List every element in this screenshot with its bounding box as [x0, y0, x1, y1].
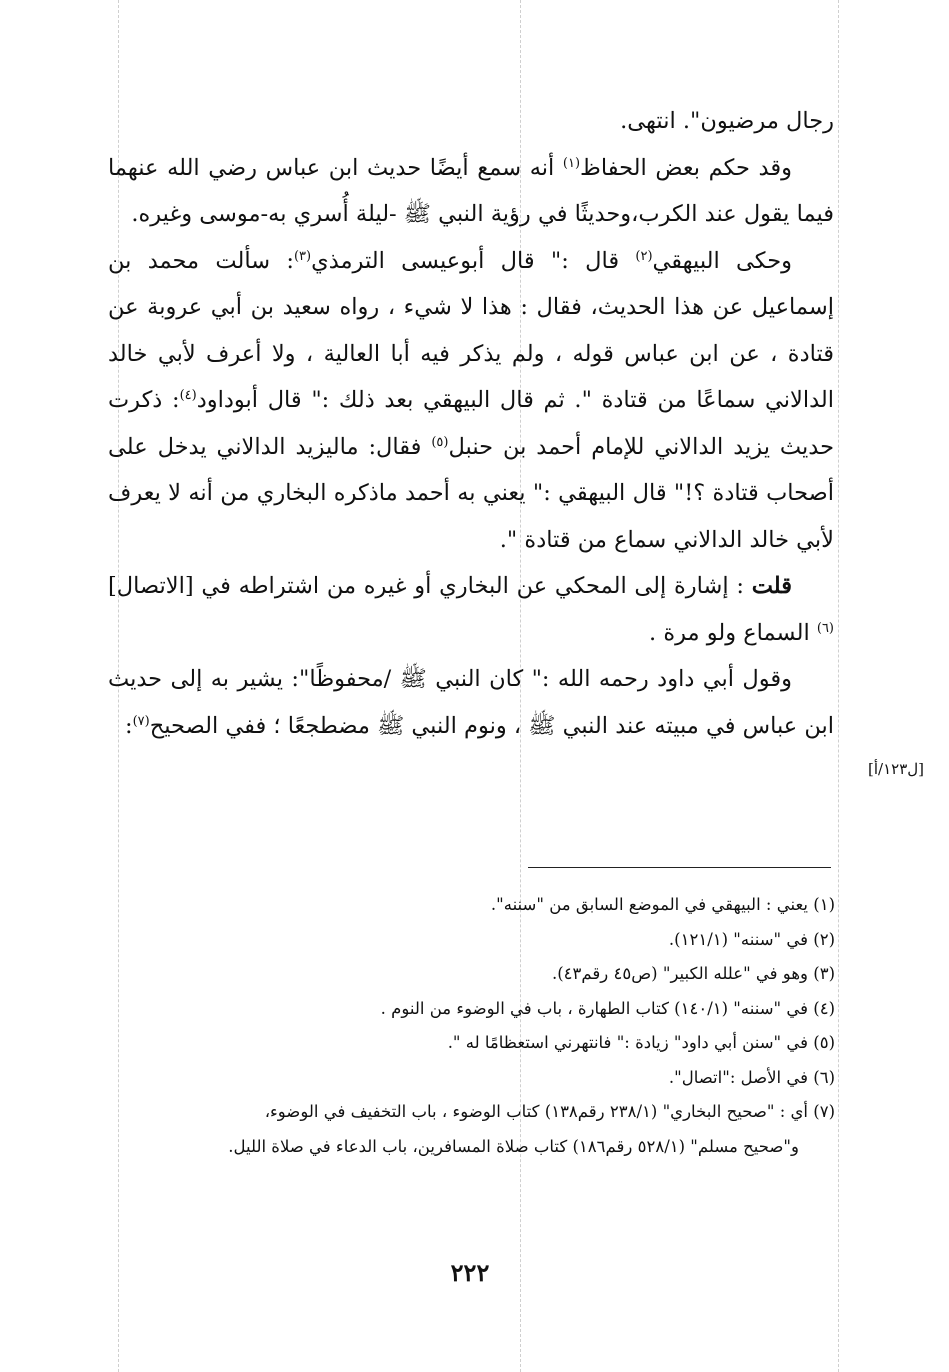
- paragraph-5: [108, 656, 834, 749]
- paragraph-5-seg-1: وقول أبي داود رحمه الله :" كان النبي ﷺ /محفوظًا": يشير به إلى حديث ابن عباس في مبيته عند النبي ﷺ ، ونوم النبي ﷺ مضطجعًا ؛ ففي الصحيح: [108, 666, 834, 739]
- paragraph-4: [108, 563, 834, 656]
- footnote-5: (٥) في "سنن أبي داود" زيادة :" فانتهرني استعظامًا له ".: [447, 1033, 835, 1052]
- footnote-7-line-2: و"صحيح مسلم" (٥٢٨/١ رقم١٨٦) كتاب صلاة المسافرين، باب الدعاء في صلاة الليل.: [228, 1136, 799, 1156]
- footnote-2: (٢) في "سننه" (١٢١/١).: [668, 929, 835, 949]
- footnote-1: (١) يعني : البيهقي في الموضع السابق من "سننه".: [490, 895, 835, 914]
- footnote-ref-1: (١): [562, 155, 581, 171]
- paragraph-4-seg-2: السماع ولو مرة .: [649, 619, 817, 646]
- footnote-ref-5: (٥): [431, 434, 449, 450]
- paragraph-5-seg-2: :: [125, 712, 133, 739]
- footnote-6: (٦) في الأصل :"اتصال".: [668, 1067, 835, 1087]
- paragraph-3-seg-5: فقال: ماليزيد الدالاني يدخل على أصحاب قتادة ؟!" قال البيهقي :" يعني به أحمد ماذكره البخاري من أنه لا يعرف لأبي خالد الدالاني سماع من قتادة ".: [108, 433, 834, 553]
- paragraph-3-seg-2: قال :" قال أبوعيسى الترمذي: [311, 247, 636, 274]
- manuscript-folio-marker: [ل١٢٣/أ]: [868, 760, 925, 778]
- scan-artifact-line: [838, 0, 839, 1372]
- paragraph-3: [108, 238, 834, 564]
- paragraph-4-seg-1: : إشارة إلى المحكي عن البخاري أو غيره من اشتراطه في [الاتصال]: [108, 573, 752, 599]
- paragraph-3-seg-4: : ذكرت حديث يزيد الدالاني للإمام أحمد بن حنبل: [108, 387, 834, 460]
- footnote-4: (٤) في "سننه" (١٤٠/١) كتاب الطهارة ، باب في الوضوء من النوم .: [380, 998, 835, 1018]
- main-text: [108, 98, 834, 749]
- qultu-heading: قلت: [751, 573, 792, 599]
- footnotes: [105, 888, 835, 1164]
- paragraph-3-seg-1: وحكى البيهقي: [652, 247, 792, 274]
- paragraph-3-seg-3: : سألت محمد بن إسماعيل عن هذا الحديث، فقال : هذا لا شيء ، رواه سعيد بن أبي عروبة عن قتادة ، عن ابن عباس قوله ، ولم يذكر فيه أبا العالية ، ولا أعرف لأبي خالد الدالاني سماعًا من قتادة ". ثم قال البيهقي بعد ذلك :" قال أبوداود: [108, 247, 835, 413]
- footnote-ref-3: (٣): [293, 248, 312, 264]
- paragraph-2-text-end: أنه سمع أيضًا حديث ابن عباس رضي الله عنهما فيما يقول عند الكرب،وحديثًا في رؤية النبي ﷺ -ليلة أُسري به-موسى وغيره.: [108, 154, 834, 227]
- footnote-7-line-1: (٧) أي : "صحيح البخاري" (٢٣٨/١ رقم١٣٨) كتاب الوضوء ، باب التخفيف في الوضوء،: [264, 1102, 835, 1121]
- footnote-ref-7: (٧): [132, 713, 150, 729]
- footnote-ref-6: (٦): [816, 620, 834, 636]
- footnote-ref-2: (٢): [635, 248, 653, 264]
- footnote-separator: [528, 867, 831, 868]
- footnote-ref-4: (٤): [179, 388, 197, 403]
- footnote-3: (٣) وهو في "علله الكبير" (ص٤٥ رقم٤٣).: [551, 964, 835, 983]
- page-number: ٢٢٢: [450, 1258, 490, 1287]
- paragraph-2: [108, 145, 834, 238]
- paragraph-2-text-start: وقد حكم بعض الحفاظ: [580, 154, 792, 181]
- paragraph-1-text: رجال مرضيون". انتهى.: [620, 108, 834, 134]
- paragraph-1: [108, 98, 834, 145]
